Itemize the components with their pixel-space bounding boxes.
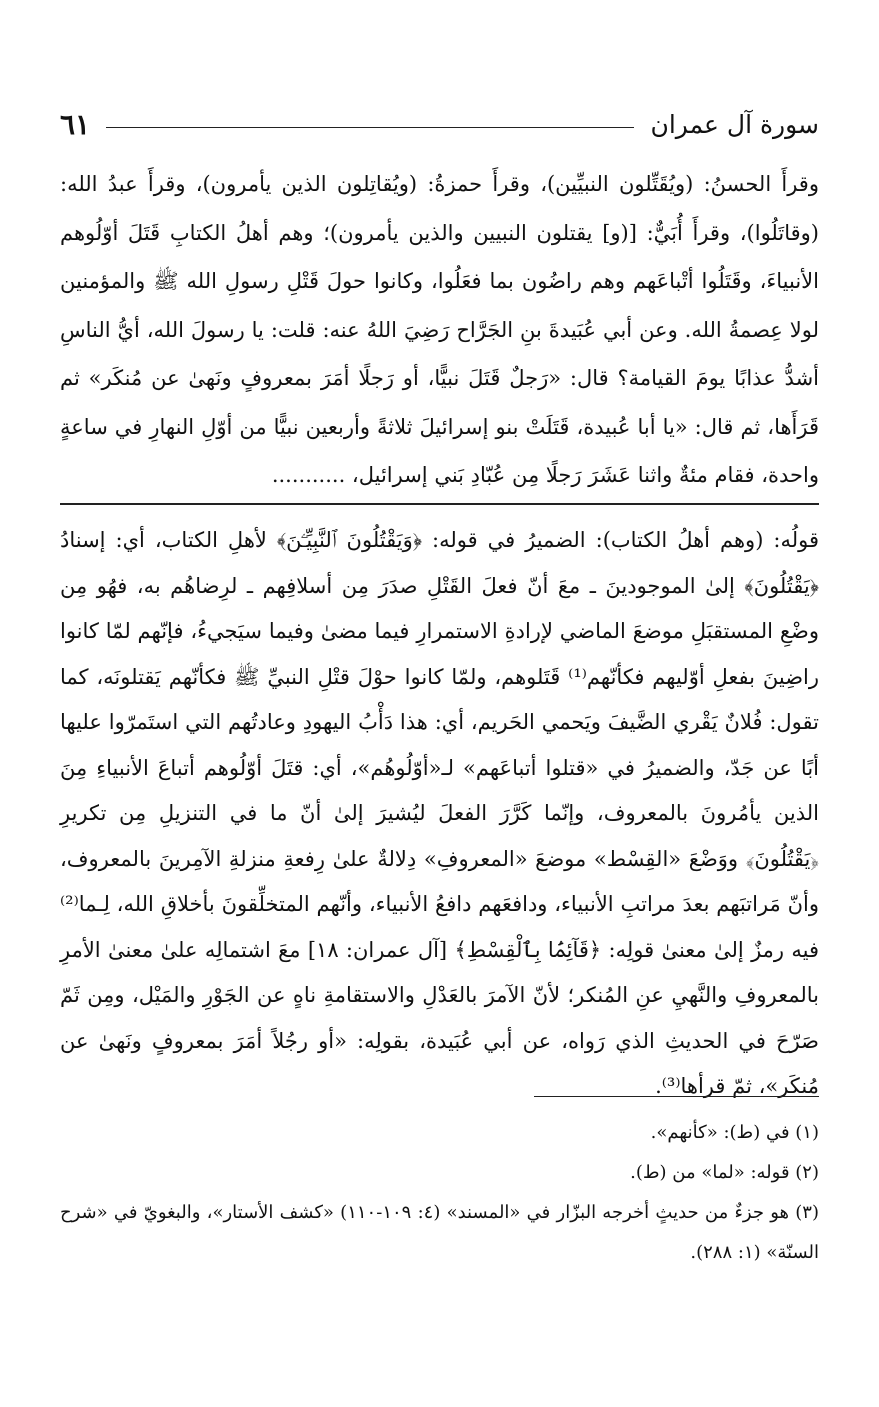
surah-title: سورة آل عمران bbox=[650, 109, 819, 139]
footnote-1: (١) في (ط): «كأنهم». bbox=[650, 1122, 819, 1143]
footnotes bbox=[60, 1113, 819, 1273]
page-header bbox=[60, 104, 819, 144]
commentary-text bbox=[60, 160, 819, 500]
section-divider bbox=[60, 503, 819, 505]
gloss-text bbox=[60, 518, 819, 1110]
page-number: ٦١ bbox=[60, 107, 91, 141]
gloss-paragraph: قولُه: (وهم أهلُ الكتاب): الضميرُ في قوله: ﴿وَيَقْتُلُونَ ٱلنَّبِيِّـۧنَ﴾ لأهلِ الكتاب، أي: إسنادُ ﴿يَقْتُلُونَ﴾ إلىٰ الموجودينَ ـ معَ أنّ فعلَ القَتْلِ صدَرَ مِن أسلافِهم ـ لرِضاهُم به، فهُو مِن وضْعِ المستقبَلِ موضعَ الماضي لإرادةِ الاستمرارِ فيما مضىٰ وفيما سيَجيءُ، فإنّهم لمّا كانوا راضِينَ بفعلِ أوّليهم فكأنّهم⁽¹⁾ قَتَلوهم، ولمّا كانوا حوْلَ قتْلِ النبيِّ ﷺ فكأنّهم يَقتلونَه، كما تقول: فُلانٌ يَقْري الضَّيفَ ويَحمي الحَريم، أي: هذا دَأْبُ اليهودِ وعادتُهم التي استَمرّوا عليها أبًا عن جَدّ، والضميرُ في «قتلوا أتباعَهم» لـ«أوّلُوهُم»، أي: قتَلَ أوّلُوهم أتباعَ الأنبياءِ مِنَ الذين يأمُرونَ بالمعروف، وإنّما كَرَّرَ الفعلَ ليُشيرَ إلىٰ أنّ ما في التنزيلِ مِن تكريرِ ﴿يَقْتُلُونَ﴾ ووَضْعَ «القِسْط» موضعَ «المعروفِ» دِلالةٌ علىٰ رِفعةِ منزلةِ الآمِرينَ بالمعروف، وأنّ مَراتبَهم بعدَ مراتبِ الأنبياء، ودافعَهم دافعُ الأنبياء، وأنّهم المتخلِّقونَ بأخلاقِ الله، لِـما⁽²⁾ فيه رمزٌ إلىٰ معنىٰ قولِه: ﴿قَآئِمَۢا بِٱلْقِسْطِ﴾ [آل عمران: ١٨] معَ اشتمالِه علىٰ معنىٰ الأمرِ بالمعروفِ والنَّهيِ عنِ المُنكر؛ لأنّ الآمرَ بالعَدْلِ والاستقامةِ ناهٍ عن الجَوْرِ والمَيْل، ومِن ثَمّ صَرّحَ في الحديثِ الذي رَواه، عن أبي عُبَيدة، بقولِه: «أو رجُلاً أمَرَ بمعروفٍ ونَهىٰ عن مُنكَر»، ثمّ قرأها⁽³⁾. bbox=[60, 528, 819, 1098]
footnote-3: (٣) هو جزءٌ من حديثٍ أخرجه البزّار في «المسند» (٤: ١٠٩-١١٠) «كشف الأستار»، والبغويّ في «شرح السنّة» (١: ٢٨٨). bbox=[60, 1202, 819, 1263]
footnote-2: (٢) قوله: «لما» من (ط). bbox=[630, 1162, 819, 1183]
footnote-rule bbox=[534, 1096, 819, 1097]
commentary-paragraph: وقرأَ الحسنُ: (ويُقَتِّلون النبيِّين)، وقرأَ حمزةُ: (ويُقاتِلون الذين يأمرون)، وقرأَ عبدُ الله: (وقاتَلُوا)، وقرأَ أُبَيٌّ: [(و] يقتلون النبيين والذين يأمرون)؛ وهم أهلُ الكتابِ قَتَلَ أوّلُوهم الأنبياءَ، وقَتَلُوا أتْباعَهم وهم راضُون بما فعَلُوا، وكانوا حولَ قَتْلِ رسولِ الله ﷺ والمؤمنين لولا عِصمةُ الله. وعن أبي عُبَيدةَ بنِ الجَرَّاح رَضِيَ اللهُ عنه: قلت: يا رسولَ الله، أيُّ الناسِ أشدُّ عذابًا يومَ القيامة؟ قال: «رَجلٌ قَتَلَ نبيًّا، أو رَجلًا أمَرَ بمعروفٍ ونَهىٰ عن مُنكَر» ثم قَرَأَها، ثم قال: «يا أبا عُبيدة، قَتَلَتْ بنو إسرائيلَ ثلاثةً وأربعين نبيًّا من أوّلِ النهارِ في ساعةٍ واحدة، فقام مئةٌ واثنا عَشَرَ رَجلًا مِن عُبّادِ بَني إسرائيل، ........... bbox=[60, 172, 819, 487]
header-rule bbox=[106, 127, 634, 128]
